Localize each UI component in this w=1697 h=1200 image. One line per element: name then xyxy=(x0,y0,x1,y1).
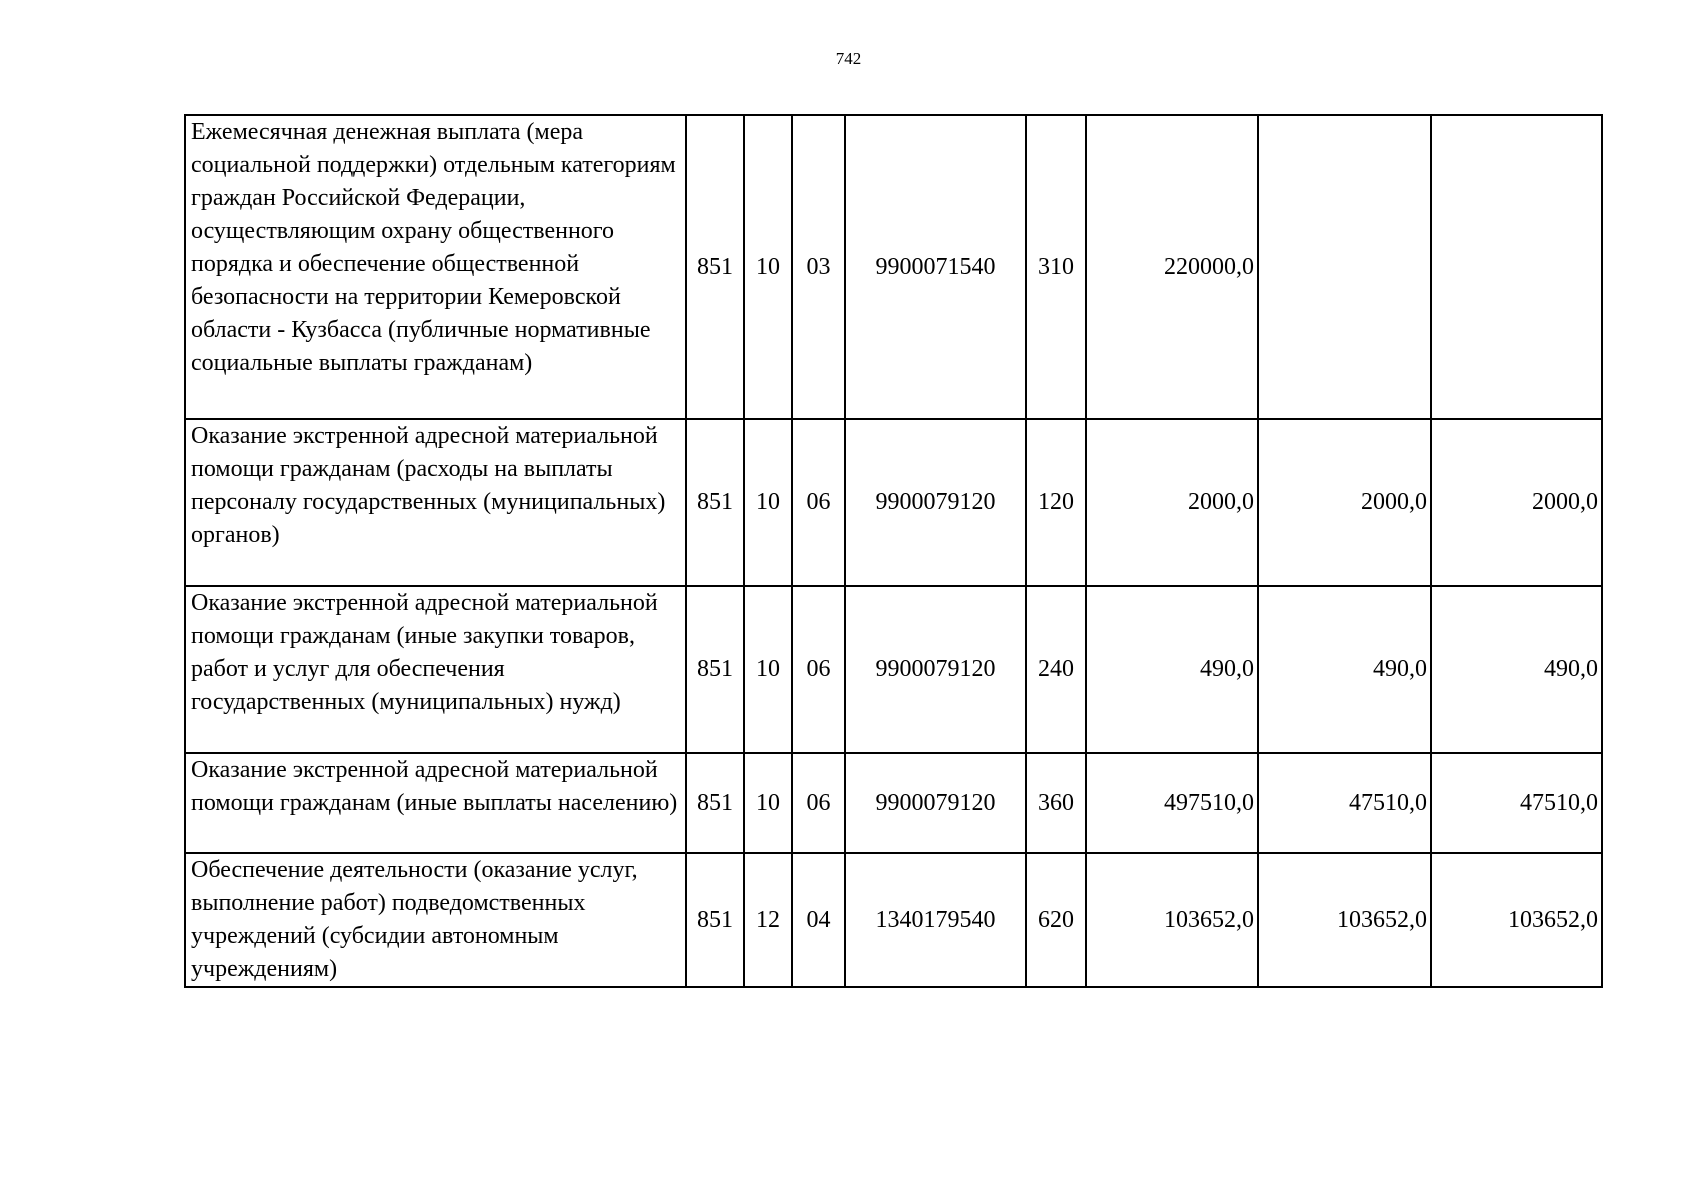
table-row xyxy=(185,115,1602,419)
row-description: Оказание экстренной адресной материальной помощи гражданам (иные выплаты населению) xyxy=(185,753,686,853)
amount-year-1: 497510,0 xyxy=(1086,753,1258,853)
amount-year-1: 220000,0 xyxy=(1086,115,1258,419)
amount-year-3 xyxy=(1431,115,1602,419)
target-article-code: 9900079120 xyxy=(845,753,1026,853)
subsection-code: 06 xyxy=(792,419,845,586)
table-row xyxy=(185,419,1602,586)
page-number: 742 xyxy=(835,49,862,68)
amount-year-1: 2000,0 xyxy=(1086,419,1258,586)
row-description: Ежемесячная денежная выплата (мера социальной поддержки) отдельным категориям граждан Российской Федерации, осуществляющим охрану общественного порядка и обеспечение общественной безопасности на территории Кемеровской области - Кузбасса (публичные нормативные социальные выплаты гражданам) xyxy=(185,115,686,419)
section-code: 12 xyxy=(744,853,792,987)
target-article-code: 1340179540 xyxy=(845,853,1026,987)
expense-type-code: 240 xyxy=(1026,586,1086,753)
subsection-code: 06 xyxy=(792,753,845,853)
amount-year-2: 2000,0 xyxy=(1258,419,1431,586)
expense-type-code: 360 xyxy=(1026,753,1086,853)
row-description: Оказание экстренной адресной материальной помощи гражданам (иные закупки товаров, работ и услуг для обеспечения государственных (муниципальных) нужд) xyxy=(185,586,686,753)
target-article-code: 9900079120 xyxy=(845,419,1026,586)
table-row xyxy=(185,853,1602,987)
target-article-code: 9900071540 xyxy=(845,115,1026,419)
subsection-code: 06 xyxy=(792,586,845,753)
section-code: 10 xyxy=(744,753,792,853)
section-code: 10 xyxy=(744,586,792,753)
amount-year-3: 490,0 xyxy=(1431,586,1602,753)
ministry-code: 851 xyxy=(686,853,744,987)
expense-type-code: 310 xyxy=(1026,115,1086,419)
amount-year-3: 103652,0 xyxy=(1431,853,1602,987)
table-row xyxy=(185,586,1602,753)
ministry-code: 851 xyxy=(686,586,744,753)
subsection-code: 04 xyxy=(792,853,845,987)
target-article-code: 9900079120 xyxy=(845,586,1026,753)
subsection-code: 03 xyxy=(792,115,845,419)
section-code: 10 xyxy=(744,115,792,419)
row-description: Обеспечение деятельности (оказание услуг, выполнение работ) подведомственных учреждений (субсидии автономным учреждениям) xyxy=(185,853,686,987)
section-code: 10 xyxy=(744,419,792,586)
table-row xyxy=(185,753,1602,853)
row-description: Оказание экстренной адресной материальной помощи гражданам (расходы на выплаты персоналу государственных (муниципальных) органов) xyxy=(185,419,686,586)
amount-year-1: 490,0 xyxy=(1086,586,1258,753)
amount-year-2: 103652,0 xyxy=(1258,853,1431,987)
ministry-code: 851 xyxy=(686,419,744,586)
amount-year-3: 47510,0 xyxy=(1431,753,1602,853)
amount-year-1: 103652,0 xyxy=(1086,853,1258,987)
budget-table xyxy=(184,114,1603,988)
ministry-code: 851 xyxy=(686,753,744,853)
ministry-code: 851 xyxy=(686,115,744,419)
amount-year-2: 490,0 xyxy=(1258,586,1431,753)
expense-type-code: 120 xyxy=(1026,419,1086,586)
amount-year-3: 2000,0 xyxy=(1431,419,1602,586)
amount-year-2: 47510,0 xyxy=(1258,753,1431,853)
amount-year-2 xyxy=(1258,115,1431,419)
expense-type-code: 620 xyxy=(1026,853,1086,987)
